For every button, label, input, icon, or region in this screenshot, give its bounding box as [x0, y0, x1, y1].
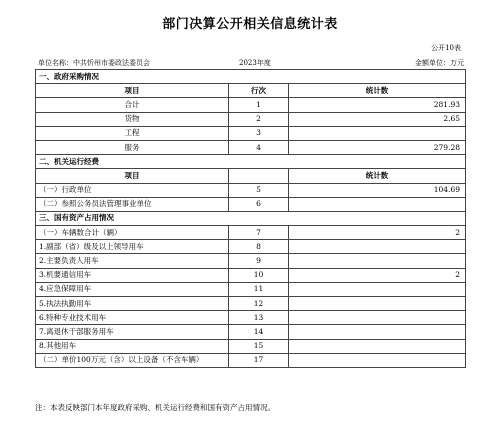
row-line: 15: [229, 339, 289, 353]
row-value: 104.69: [289, 183, 466, 197]
row-item: （二）参照公务员法管理事业单位: [36, 197, 229, 211]
report-year: 2023年度: [239, 59, 271, 67]
row-line: 2: [229, 112, 289, 126]
table-row: [36, 112, 466, 126]
row-line: 12: [229, 297, 289, 311]
row-line: 10: [229, 268, 289, 282]
row-value: [289, 339, 466, 353]
section-row: [36, 211, 466, 225]
col-header-line: [229, 169, 289, 183]
row-item: （一）行政单位: [36, 183, 229, 197]
table-row: [36, 268, 466, 282]
row-value: 279.28: [289, 140, 466, 154]
row-item: 合计: [36, 98, 229, 112]
row-line: 8: [229, 240, 289, 254]
row-item: （二）单价100万元（含）以上设备（不含车辆）: [36, 353, 229, 367]
footnote: 注：本表反映部门本年度政府采购、机关运行经费和国有资产占用情况。: [35, 403, 275, 412]
section-heading: 三、国有资产占用情况: [36, 211, 466, 225]
row-item: 8.其他用车: [36, 339, 229, 353]
row-line: 1: [229, 98, 289, 112]
col-header-value: 统计数: [289, 169, 466, 183]
table-code: 公开10表: [431, 44, 461, 52]
row-value: 2: [289, 268, 466, 282]
table-row: [36, 183, 466, 197]
row-line: 13: [229, 311, 289, 325]
row-value: 2: [289, 226, 466, 240]
row-line: 5: [229, 183, 289, 197]
row-item: （一）车辆数合计（辆）: [36, 226, 229, 240]
row-item: 2.主要负责人用车: [36, 254, 229, 268]
page-title: 部门决算公开相关信息统计表: [162, 17, 338, 32]
row-value: [289, 254, 466, 268]
section-row: [36, 155, 466, 169]
row-line: 4: [229, 140, 289, 154]
col-header-item: 项目: [36, 84, 229, 98]
section-row: [36, 70, 466, 84]
table-row: [36, 311, 466, 325]
header-row: [36, 84, 466, 98]
table-row: [36, 98, 466, 112]
row-value: 281.93: [289, 98, 466, 112]
table-row: [36, 339, 466, 353]
row-line: 9: [229, 254, 289, 268]
col-header-value: 统计数: [289, 84, 466, 98]
table-row: [36, 353, 466, 367]
row-item: 货物: [36, 112, 229, 126]
row-value: [289, 126, 466, 140]
header-row: [36, 169, 466, 183]
row-item: 服务: [36, 140, 229, 154]
row-line: 17: [229, 353, 289, 367]
table-row: [36, 126, 466, 140]
row-item: 4.应急保障用车: [36, 282, 229, 296]
row-item: 1.副部（省）级及以上领导用车: [36, 240, 229, 254]
table-row: [36, 297, 466, 311]
section-heading: 一、政府采购情况: [36, 70, 466, 84]
row-item: 5.执法执勤用车: [36, 297, 229, 311]
table-row: [36, 325, 466, 339]
section-heading: 二、机关运行经费: [36, 155, 466, 169]
row-value: [289, 311, 466, 325]
col-header-line: 行次: [229, 84, 289, 98]
row-value: [289, 325, 466, 339]
row-line: 6: [229, 197, 289, 211]
row-value: 2.65: [289, 112, 466, 126]
row-line: 14: [229, 325, 289, 339]
table-row: [36, 140, 466, 154]
row-line: 3: [229, 126, 289, 140]
row-value: [289, 240, 466, 254]
table-row: [36, 240, 466, 254]
row-value: [289, 297, 466, 311]
row-value: [289, 353, 466, 367]
statistics-table: [35, 69, 466, 368]
row-item: 7.离退休干部服务用车: [36, 325, 229, 339]
row-item: 工程: [36, 126, 229, 140]
unit-name: 单位名称：中共忻州市委政法委员会: [38, 59, 150, 67]
row-line: 11: [229, 282, 289, 296]
table-row: [36, 254, 466, 268]
table-row: [36, 282, 466, 296]
money-unit: 金额单位：万元: [415, 59, 464, 67]
row-line: 7: [229, 226, 289, 240]
table-row: [36, 226, 466, 240]
row-item: 3.机要通信用车: [36, 268, 229, 282]
row-value: [289, 282, 466, 296]
row-item: 6.特种专业技术用车: [36, 311, 229, 325]
table-row: [36, 197, 466, 211]
col-header-item: 项目: [36, 169, 229, 183]
row-value: [289, 197, 466, 211]
